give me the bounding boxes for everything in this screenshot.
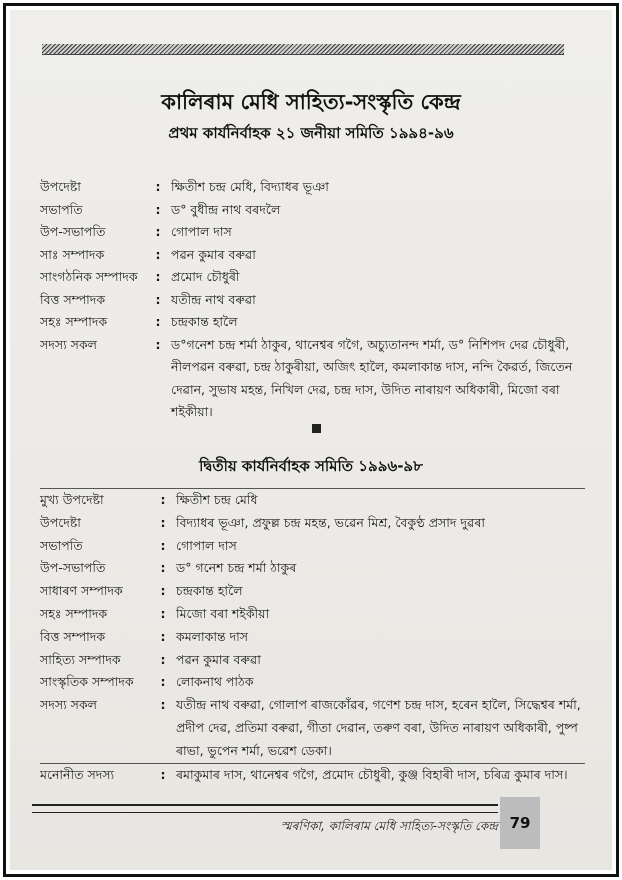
role-label: বিত্ত সম্পাদক: [40, 628, 106, 644]
role-label: সাংস্কৃতিক সম্পাদক: [40, 674, 134, 690]
member-names: মিজো বৰা শইকীয়া: [176, 605, 270, 621]
committee2-row: [40, 580, 585, 603]
member-names: যতীন্দ্ৰ নাথ বৰুৱা: [171, 291, 256, 307]
role-label: সাংগঠনিক সম্পাদক: [40, 269, 138, 284]
committee2-row: [40, 649, 585, 672]
member-names: পৱন কুমাৰ বৰুৱা: [171, 246, 256, 262]
committee2-row: [40, 763, 585, 787]
member-names: চন্দ্ৰকান্ত হালৈ: [171, 314, 238, 329]
separator: :: [160, 492, 166, 507]
member-names: ড° গনেশ চন্দ্ৰ শৰ্মা ঠাকুৰ: [176, 560, 297, 576]
committee1-row: [40, 289, 585, 312]
member-names: প্ৰমোদ চৌধুৰী: [171, 269, 240, 284]
role-label: সভাপতি: [40, 201, 83, 217]
role-label: উপদেষ্টা: [40, 179, 81, 194]
role-label: সহঃ সম্পাদক: [40, 605, 108, 621]
committee2-row: [40, 535, 585, 558]
member-names: ক্ষিতীশ চন্দ্ৰ মেধি, বিদ্যাধৰ ভূঞা: [171, 179, 329, 194]
role-label: উপ-সভাপতি: [40, 560, 106, 576]
committee2-list: [40, 488, 585, 786]
committee2-row: [40, 489, 585, 512]
role-label: বিত্ত সম্পাদক: [40, 291, 106, 307]
member-names: ড°গনেশ চন্দ্ৰ শৰ্মা ঠাকুৰ, থানেশ্বৰ গগৈ, অচ্যুতানন্দ শৰ্মা, ড° নিশিপদ দেৱ চৌধুৰী, নীলপৱন বৰুৱা, চন্দ্ৰ ঠাকুৰীয়া, অজিৎ হালৈ, কমলাকান্ত দাস, নন্দি কৈৱৰ্ত, জিতেন দেৱান, সুভাষ মহন্ত, নিখিল দেৱ, চন্দ্ৰ দাস, উদিত নাৰায়ণ অধিকাৰী, মিজো বৰা শইকীয়া।: [171, 336, 573, 419]
separator: :: [155, 269, 161, 284]
committee2-row: [40, 557, 585, 580]
separator: :: [160, 560, 166, 576]
role-label: সদস্য সকল: [40, 697, 97, 713]
separator: :: [155, 224, 161, 239]
committee2-row: [40, 512, 585, 535]
separator: :: [160, 697, 166, 713]
role-label: উপ-সভাপতি: [40, 224, 106, 239]
separator: :: [155, 179, 161, 194]
committee1-row: [40, 311, 585, 334]
member-names: গোপাল দাস: [176, 537, 237, 553]
separator: :: [155, 246, 161, 262]
committee1-row: [40, 244, 585, 267]
role-label: সহঃ সম্পাদক: [40, 314, 108, 329]
committee1-row: [40, 199, 585, 222]
committee2-row: [40, 671, 585, 694]
role-label: মনোনীত সদস্য: [40, 766, 115, 782]
page-number: 79: [500, 797, 540, 849]
member-names: গোপাল দাস: [171, 224, 232, 239]
separator: :: [160, 628, 166, 644]
member-names: লোকনাথ পাঠক: [176, 674, 254, 690]
committee1-row: [40, 176, 585, 199]
member-names: ড° বুধীন্দ্ৰ নাথ বৰদলৈ: [171, 201, 281, 217]
committee2-row: [40, 626, 585, 649]
member-names: যতীন্দ্ৰ নাথ বৰুৱা, গোলাপ ৰাজকোঁৱৰ, গণেশ চন্দ্ৰ দাস, হৰেন হালৈ, সিদ্ধেশ্বৰ শৰ্মা, প্ৰদীপ দেৱ, প্ৰতিমা বৰুৱা, গীতা দেৱান, তৰুণ বৰা, উদিত নাৰায়ণ অধিকাৰী, পুষ্প ৰাভা, ভুপেন শৰ্মা, ভৱেশ ডেকা।: [176, 697, 581, 758]
member-names: কমলাকান্ত দাস: [176, 628, 249, 644]
role-label: সাঃ সম্পাদক: [40, 246, 105, 262]
committee2-row: [40, 603, 585, 626]
committee1-heading: প্ৰথম কাৰ্যনিৰ্বাহক ২১ জনীয়া সমিতি ১৯৯৪-৯৬: [168, 124, 454, 142]
role-label: সাহিত্য সম্পাদক: [40, 651, 121, 667]
member-names: ৰমাকুমাৰ দাস, থানেশ্বৰ গগৈ, প্ৰমোদ চৌধুৰী, কুঞ্জ বিহাৰী দাস, চৰিত্ৰ কুমাৰ দাস।: [176, 766, 568, 782]
committee1-row: [40, 266, 585, 289]
separator: :: [160, 583, 166, 599]
separator: :: [155, 291, 161, 307]
separator: :: [160, 674, 166, 690]
section-divider-square: [312, 424, 321, 433]
separator: :: [160, 605, 166, 621]
page-title: কালিৰাম মেধি সাহিত্য-সংস্কৃতি কেন্দ্ৰ: [161, 90, 461, 114]
separator: :: [155, 201, 161, 217]
committee1-row: [40, 221, 585, 244]
committee2-row: [40, 694, 585, 762]
separator: :: [155, 314, 161, 329]
committee2-heading: দ্বিতীয় কাৰ্যনিৰ্বাহক সমিতি ১৯৯৬-৯৮: [199, 457, 423, 475]
separator: :: [160, 766, 166, 782]
committee1-row: [40, 334, 585, 424]
decorative-hatch-bar: [42, 44, 564, 55]
footer-rule: [32, 804, 498, 813]
role-label: সভাপতি: [40, 537, 83, 553]
role-label: মুখ্য উপদেষ্টা: [40, 492, 104, 507]
separator: :: [160, 651, 166, 667]
member-names: চন্দ্ৰকান্ত হালৈ: [176, 583, 243, 599]
separator: :: [160, 514, 166, 530]
member-names: ক্ষিতীশ চন্দ্ৰ মেধি: [176, 492, 258, 507]
separator: :: [155, 336, 161, 352]
committee1-list: [40, 176, 585, 424]
role-label: সদস্য সকল: [40, 336, 97, 352]
member-names: বিদ্যাধৰ ভূঞা, প্ৰফুল্ল চন্দ্ৰ মহন্ত, ভৱেন মিশ্ৰ, বৈকুণ্ঠ প্ৰসাদ দুৱৰা: [176, 514, 486, 530]
member-names: পৱন কুমাৰ বৰুৱা: [176, 651, 261, 667]
separator: :: [160, 537, 166, 553]
role-label: সাধাৰণ সম্পাদক: [40, 583, 123, 599]
footer-caption: স্মৰণিকা, কালিৰাম মেধি সাহিত্য-সংস্কৃতি কেন্দ্ৰ: [280, 819, 498, 833]
role-label: উপদেষ্টা: [40, 514, 81, 530]
